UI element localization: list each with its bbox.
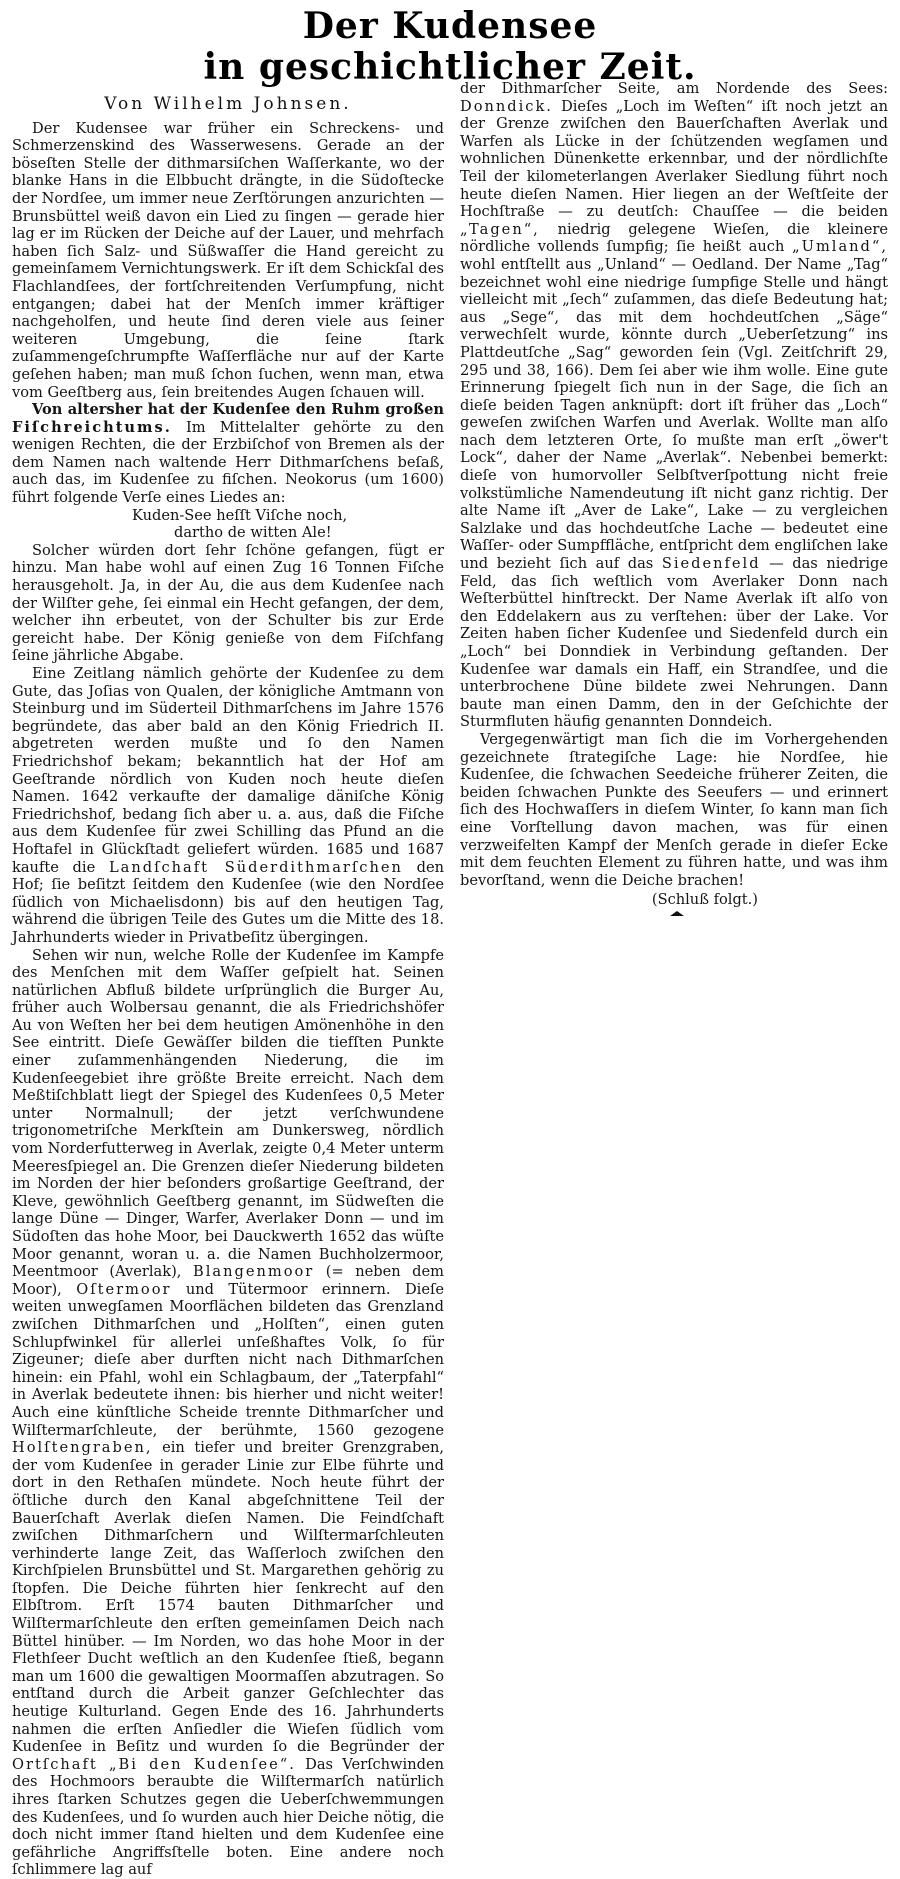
paragraph: Eine Zeitlang nämlich gehörte der Kudenſee zu dem Gute, das Joſias von Qualen, der königliche Amtmann von Steinburg und im Süderteil Dithmarſchens im Jahre 1576 begründete, das aber bald an den König Friedrich II. abgetreten werden mußte und ſo den Namen Friedrichshof bekam; bekanntlich hat der Hof am Geeſtrande nördlich von Kuden noch heute dieſen Namen. 1642 verkaufte der damalige däniſche König Friedrichshof, bedang ſich aber u. a. aus, daß die Fiſche aus dem Kudenſee für zwei Schilling das Pfund an die Hoftafel in Glückſtadt geliefert würden. 1685 und 1687 kaufte die Landſchaft Süderdithmarſchen den Hof; ſie beſitzt ſeitdem den Kudenſee (wie den Nordſee ſüdlich von Michaelisdonn) bis auf den heutigen Tag, während die übrigen Teile des Gutes um die Mitte des 18. Jahrhunderts wieder in Privatbeſitz übergingen. — [12, 665, 444, 946]
byline: Von Wilhelm Johnsen. — [104, 94, 352, 114]
paragraph: Vergegenwärtigt man ſich die im Vorhergehenden gezeichnete ſtrategiſche Lage: hie Nordſee, hie Kudenſee, die ſchwachen Seedeiche früherer Zeiten, die beiden ſchwachen Punkte des Seeufers — und erinnert ſich des Hochwaſſers in dieſem Winter, ſo kann man ſich eine Vorſtellung davon machen, was für einen verzweifelten Kampf der Menſch gerade in dieſer Ecke mit dem feuchten Element zu führen hatte, und was ihm bevorſtand, wenn die Deiche brachen! — [460, 730, 888, 889]
paragraph: Solcher würden dort ſehr ſchöne gefangen, fügt er hinzu. Man habe wohl auf einen Zug 16 Tonnen Fiſche herausgeholt. Ja, in der Au, die aus dem Kudenſee nach der Wilſter gehe, ſei einmal ein Hecht gefangen, der dem, welcher ihn erbeutet, von der Schulter bis zur Erde gereicht habe. Der König genieße von dem Fiſchfang ſeine jährliche Abgabe. — [12, 541, 444, 665]
paragraph: der Dithmarſcher Seite, am Nordende des Sees: Donndick. Dieſes „Loch im Weſten“ iſt noch jetzt an der Grenze zwiſchen den Bauerſchaften Averlak und Warfen als Lücke in der ſchützenden wegſamen und wohnlichen Dünenkette erkennbar, und der nördlichſte Teil der kilometerlangen Averlaker Siedlung führt noch heute dieſen Namen. Hier liegen an der Weſtſeite der Hochſtraße — zu deutſch: Chauſſee — die beiden „Tagen“, niedrig gelegene Wieſen, die kleinere nördliche vollends ſumpfig; ſie heißt auch „Umland“, wohl entſtellt aus „Unland“ — Oedland. Der Name „Tag“ bezeichnet wohl eine niedrige ſumpfige Stelle und hängt vielleicht mit „ſech“ zuſammen, das dieſe Bedeutung hat; aus „Sege“, das mit dem hochdeutſchen „Säge“ verwechſelt wurde, könnte durch „Ueberſetzung“ ins Plattdeutſche „Sag“ geworden ſein (Vgl. Zeitſchrift 29, 295 und 38, 166). Dem ſei aber wie ihm wolle. Eine gute Erinnerung ſpiegelt ſich nun in der Sage, die ſich an dieſe beiden Tagen anknüpft: dort iſt früher das „Loch“ geweſen zwiſchen Warfen und Averlak. Wollte man alſo nach dem letzteren Orte, ſo mußte man erſt „öwer't Lock“, daher der Name „Averlak“. Nebenbei bemerkt: dieſe von humorvoller Selbſtverſpottung nicht freie volkstümliche Namendeutung iſt nicht ganz richtig. Der alte Name iſt „Aver de Lake“, Lake — zu vergleichen Salzlake und das hochdeutſche Lache — bedeutet eine Waſſer- oder Sumpffläche, entſpricht dem engliſchen lake und bezieht ſich auf das Siedenfeld — das niedrige Feld, das ſich weſtlich vom Averlaker Donn nach Weſterbüttel hinſtreckt. Der Name Averlak iſt alſo von den Eddelakern aus zu verſtehen: über der Lake. Vor Zeiten haben ſicher Kudenſee und Siedenfeld durch ein „Loch“ bei Donndiek in Verbindung geſtanden. Der Kudenſee war damals ein Haff, ein Strandſee, und die unterbrochene Düne bildete zwei Nehrungen. Dann baute man einen Damm, den in der Geſchichte der Sturmfluten häufig genannten Donndeich. — [460, 80, 889, 731]
continuation-note: (Schluß folgt.) — [651, 891, 758, 909]
verse-line: Kuden-See heſſt Viſche noch, — [132, 506, 348, 524]
article-title-line-1: Der Kudensee — [302, 5, 598, 47]
article-columns — [12, 80, 889, 1879]
right-column — [460, 80, 888, 1867]
paragraph: Der Kudensee war früher ein Schreckens- und Schmerzenskind des Wasserwesens. Gerade an der böseſten Stelle der dithmarsiſchen Waſſerkante, wo der blanke Hans in die Elbbucht drängte, in die Südoſtecke der Nordſee, um immer neue Zerſtörungen anzurichten — Brunsbüttel weiß davon ein Lied zu ſingen — gerade hier lag er im Rücken der Deiche auf der Lauer, und mehrfach haben ſich Salz- und Süßwaſſer die Hand gereicht zu gemeinſamem Vernichtungswerk. Er iſt dem Schickſal des Flachlandſees, der fortſchreitenden Verſumpfung, nicht entgangen; dabei hat der Menſch immer kräftiger nachgeholfen, und heute ſind deren viele aus ſeiner weiteren Umgebung, die ſeine ſtark zuſammengeſchrumpfte Waſſerfläche nur auf der Karte geſehen haben; man muß ſchon ſuchen, wenn man, etwa vom Geeſtberg aus, ſein breitendes Augen ſchauen will. — [12, 119, 444, 401]
left-column — [12, 92, 444, 1879]
paragraph: Von altersher hat der Kudenſee den Ruhm großen Fiſchreichtums. Im Mittelalter gehörte zu den wenigen Rechten, die der Erzbiſchof von Bremen als der dem Namen nach waltende Herr Dithmarſchens beſaß, auch das, im Kudenſee zu fiſchen. Neokorus (um 1600) führt folgende Verſe eines Liedes an: — [12, 401, 444, 507]
end-ornament — [670, 911, 684, 916]
paragraph: Sehen wir nun, welche Rolle der Kudenſee im Kampfe des Menſchen mit dem Waſſer geſpielt hat. Seinen natürlichen Abfluß bildete urſprünglich die Burger Au, früher auch Wolbersau genannt, die als Friedrichshöfer Au von Weſten her bei dem heutigen Amönenhöhe in den See eintritt. Dieſe Gewäſſer bilden die tiefſten Punkte einer zuſammenhängenden Niederung, die im Kudenſeegebiet ihre größte Breite erreicht. Nach dem Meßtiſchblatt liegt der Spiegel des Kudenſees 0,5 Meter unter Normalnull; der jetzt verſchwundene trigonometriſche Merkſtein am Dunkersweg, nördlich vom Norderfutterweg in Averlak, zeigte 0,4 Meter unterm Meeresſpiegel an. Die Grenzen dieſer Niederung bildeten im Norden der hier beſonders großartige Geeſtrand, der Kleve, gewöhnlich Geeſtberg genannt, im Südweſten die lange Düne — Dinger, Warfer, Averlaker Donn — und im Südoſten das hohe Moor, bei Dauckwerth 1652 das wüſte Moor genannt, woran u. a. die Namen Buchholzermoor, Meentmoor (Averlak), Blangenmoor (= neben dem Moor), Oſtermoor und Tütermoor erinnern. Dieſe weiten unwegſamen Moorflächen bildeten das Grenzland zwiſchen Dithmarſchen und „Holſten“, einen guten Schlupfwinkel für allerlei unſeßhaftes Volk, ſo für Zigeuner; dieſe aber durften nicht nach Dithmarſchen hinein: ein Pfahl, wohl ein Schlagbaum, der „Taterpfahl“ in Averlak bedeutete ihnen: bis hierher und nicht weiter! Auch eine künſtliche Scheide trennte Dithmarſcher und Wilſtermarſchleute, der berühmte, 1560 gezogene Holſtengraben, ein tiefer und breiter Grenzgraben, der vom Kudenſee in gerader Linie zur Elbe führte und dort in den Rethaſen mündete. Noch heute führt der öſtliche durch den Kanal abgeſchnittene Teil der Bauerſchaft Averlak dieſen Namen. Die Feindſchaft zwiſchen Dithmarſchern und Wilſtermarſchleuten verhinderte lange Zeit, das Waſſerloch zwiſchen den Kirchſpielen Brunsbüttel und St. Margarethen gehörig zu ſtopfen. Die Deiche führten hier ſenkrecht auf den Elbſtrom. Erſt 1574 bauten Dithmarſcher und Wilſtermarſchleute den erſten gemeinſamen Deich nach Büttel hinüber. — Im Norden, wo das hohe Moor in der Flethſeer Ducht weſtlich an den Kudenſee ſtieß, begann man um 1600 die gewaltigen Moormaſſen abzutragen. So entſtand durch die Arbeit ganzer Geſchlechter das heutige Kulturland. Gegen Ende des 16. Jahrhunderts nahmen die erſten Anſiedler die Wieſen ſüdlich vom Kudenſee in Beſitz und wurden ſo die Begründer der Ortſchaft „Bi den Kudenſee“. Das Verſchwinden des Hochmoors beraubte die Wilſtermarſch natürlich ihres ſtarken Schutzes gegen die Ueberſchwemmungen des Kudenſees, und ſo wurden auch hier Deiche nötig, die doch nicht immer ſtand hielten und dem Kudenſee eine gefährliche Angriffsſtelle boten. Eine andere noch ſchlimmere lag auf — [12, 946, 444, 1879]
verse-line: dartho de witten Ale! — [174, 524, 332, 542]
article-title-line-2: in geschichtlicher Zeit. — [203, 46, 697, 88]
